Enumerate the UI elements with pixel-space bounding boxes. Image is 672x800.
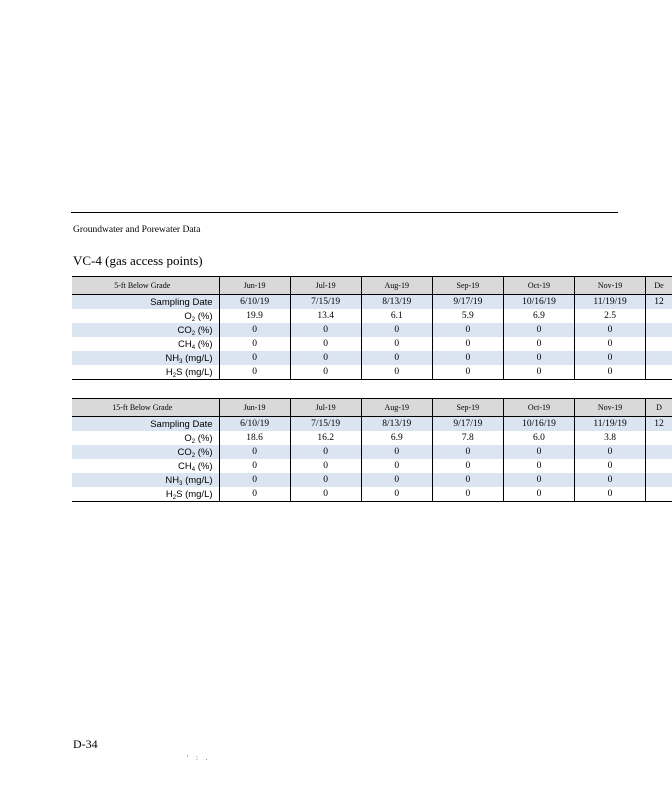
row-label: Sampling Date [72, 417, 219, 432]
value-cell: 0 [575, 445, 646, 459]
value-cell: 0 [575, 365, 646, 380]
value-cell [646, 337, 672, 351]
value-cell [646, 323, 672, 337]
data-table [72, 398, 672, 502]
row-label: $O_2$ (%) [72, 431, 219, 445]
table-row [72, 473, 672, 487]
date-cell: 7/15/19 [290, 417, 361, 432]
table-15ft [72, 398, 664, 502]
value-cell: 16.2 [290, 431, 361, 445]
value-cell: 0 [575, 351, 646, 365]
date-cell: 9/17/19 [432, 295, 503, 310]
value-cell: 0 [432, 323, 503, 337]
value-cell: 0 [219, 487, 290, 502]
date-cell: 11/19/19 [575, 295, 646, 310]
value-cell: 0 [219, 323, 290, 337]
sampling-date-row [72, 417, 672, 432]
value-cell: 0 [503, 323, 574, 337]
month-cell: Sep-19 [432, 277, 503, 295]
table-5ft [72, 276, 664, 380]
month-cell: Aug-19 [361, 277, 432, 295]
value-cell [646, 487, 672, 502]
value-cell [646, 431, 672, 445]
table-row [72, 487, 672, 502]
date-cell: 11/19/19 [575, 417, 646, 432]
value-cell: 0 [575, 459, 646, 473]
value-cell: 0 [361, 323, 432, 337]
month-cell: Aug-19 [361, 399, 432, 417]
value-cell: 0 [219, 351, 290, 365]
value-cell: 0 [432, 337, 503, 351]
row-label: $NH_3$ (mg/L) [72, 473, 219, 487]
value-cell: 0 [432, 351, 503, 365]
month-cell: Jul-19 [290, 399, 361, 417]
row-label: $H_2S$ (mg/L) [72, 487, 219, 502]
row-label: Sampling Date [72, 295, 219, 310]
page-number: D-34 [73, 737, 98, 751]
value-cell: 0 [503, 445, 574, 459]
value-cell: 2.5 [575, 309, 646, 323]
value-cell: 0 [361, 473, 432, 487]
value-cell: 0 [503, 351, 574, 365]
value-cell: 0 [219, 337, 290, 351]
month-header-row [72, 399, 672, 417]
date-cell: 6/10/19 [219, 295, 290, 310]
date-cell: 12 [646, 417, 672, 432]
value-cell: 6.9 [503, 309, 574, 323]
date-cell: 10/16/19 [503, 295, 574, 310]
value-cell: 0 [361, 365, 432, 380]
value-cell: 0 [290, 473, 361, 487]
month-cell: De [646, 277, 672, 295]
row-label: $CO_2$ (%) [72, 445, 219, 459]
value-cell: 0 [575, 473, 646, 487]
month-cell: Jul-19 [290, 277, 361, 295]
table-row [72, 365, 672, 380]
value-cell: 0 [503, 365, 574, 380]
footer-marks: ' : . [187, 754, 211, 762]
date-cell: 9/17/19 [432, 417, 503, 432]
value-cell: 0 [432, 473, 503, 487]
value-cell: 0 [219, 459, 290, 473]
month-cell: Oct-19 [503, 277, 574, 295]
value-cell: 7.8 [432, 431, 503, 445]
value-cell: 0 [361, 337, 432, 351]
value-cell: 0 [290, 459, 361, 473]
depth-label: 15-ft Below Grade [72, 399, 219, 417]
value-cell: 0 [290, 445, 361, 459]
table-row [72, 309, 672, 323]
value-cell: 0 [503, 473, 574, 487]
month-cell: Oct-19 [503, 399, 574, 417]
table-row [72, 351, 672, 365]
value-cell [646, 365, 672, 380]
value-cell: 0 [575, 487, 646, 502]
value-cell: 0 [219, 445, 290, 459]
value-cell: 0 [503, 487, 574, 502]
date-cell: 8/13/19 [361, 295, 432, 310]
value-cell: 0 [432, 445, 503, 459]
table-row [72, 337, 672, 351]
value-cell: 0 [290, 323, 361, 337]
row-label: $CO_2$ (%) [72, 323, 219, 337]
month-cell: Jun-19 [219, 399, 290, 417]
value-cell: 0 [290, 365, 361, 380]
value-cell: 0 [290, 487, 361, 502]
value-cell [646, 473, 672, 487]
row-label: $O_2$ (%) [72, 309, 219, 323]
sampling-date-row [72, 295, 672, 310]
value-cell: 6.0 [503, 431, 574, 445]
data-table [72, 276, 672, 380]
value-cell: 0 [361, 445, 432, 459]
value-cell: 0 [503, 337, 574, 351]
value-cell [646, 309, 672, 323]
date-cell: 7/15/19 [290, 295, 361, 310]
depth-label: 5-ft Below Grade [72, 277, 219, 295]
value-cell: 13.4 [290, 309, 361, 323]
header-rule [71, 212, 618, 213]
month-cell: Nov-19 [575, 277, 646, 295]
value-cell: 0 [290, 351, 361, 365]
value-cell [646, 459, 672, 473]
table-row [72, 431, 672, 445]
value-cell: 0 [575, 337, 646, 351]
value-cell: 0 [503, 459, 574, 473]
value-cell [646, 351, 672, 365]
month-cell: Nov-19 [575, 399, 646, 417]
value-cell: 3.8 [575, 431, 646, 445]
month-header-row [72, 277, 672, 295]
date-cell: 10/16/19 [503, 417, 574, 432]
value-cell [646, 445, 672, 459]
table-title: VC-4 (gas access points) [73, 253, 203, 268]
value-cell: 19.9 [219, 309, 290, 323]
row-label: $CH_4$ (%) [72, 459, 219, 473]
month-cell: Sep-19 [432, 399, 503, 417]
value-cell: 0 [575, 323, 646, 337]
value-cell: 0 [219, 473, 290, 487]
value-cell: 6.1 [361, 309, 432, 323]
month-cell: Jun-19 [219, 277, 290, 295]
value-cell: 0 [361, 351, 432, 365]
section-label: Groundwater and Porewater Data [73, 225, 201, 235]
table-row [72, 459, 672, 473]
value-cell: 0 [432, 487, 503, 502]
table-row [72, 323, 672, 337]
value-cell: 18.6 [219, 431, 290, 445]
month-cell: D [646, 399, 672, 417]
row-label: $NH_3$ (mg/L) [72, 351, 219, 365]
value-cell: 0 [361, 459, 432, 473]
value-cell: 0 [361, 487, 432, 502]
value-cell: 0 [219, 365, 290, 380]
date-cell: 8/13/19 [361, 417, 432, 432]
row-label: $CH_4$ (%) [72, 337, 219, 351]
value-cell: 0 [290, 337, 361, 351]
date-cell: 6/10/19 [219, 417, 290, 432]
value-cell: 5.9 [432, 309, 503, 323]
value-cell: 6.9 [361, 431, 432, 445]
value-cell: 0 [432, 365, 503, 380]
row-label: $H_2S$ (mg/L) [72, 365, 219, 380]
value-cell: 0 [432, 459, 503, 473]
table-row [72, 445, 672, 459]
date-cell: 12 [646, 295, 672, 310]
